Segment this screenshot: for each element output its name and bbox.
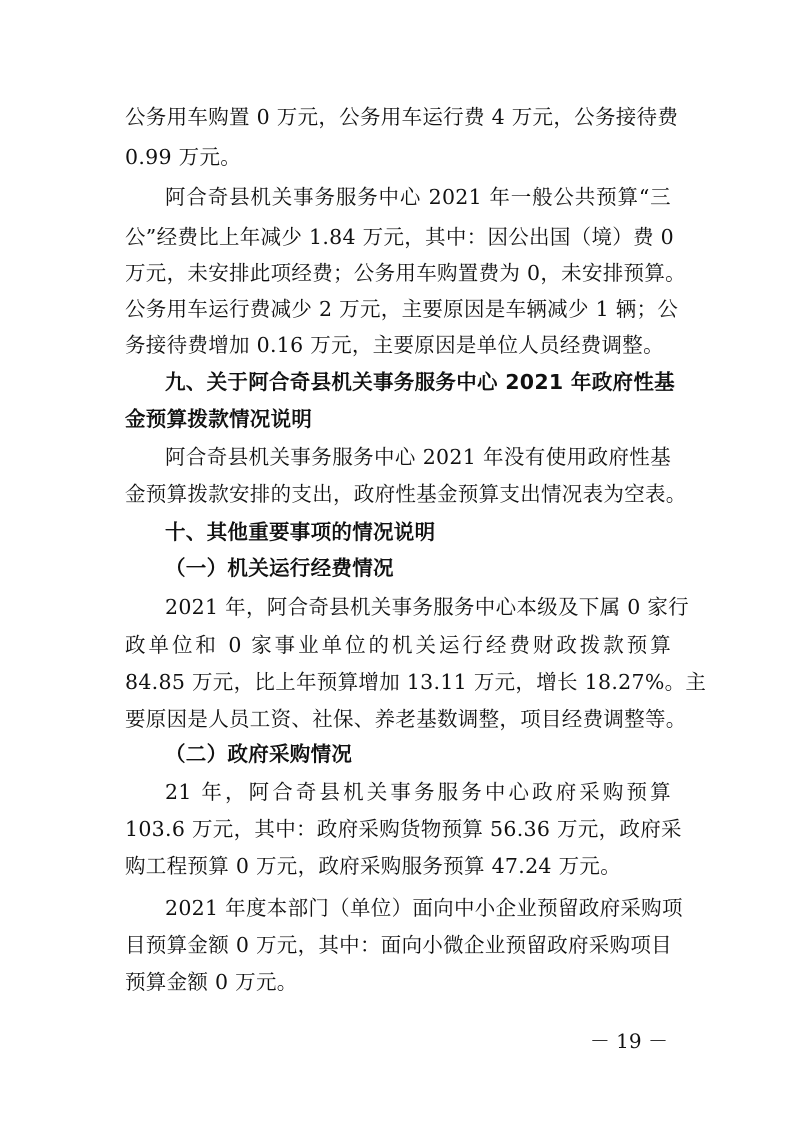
paragraph-line: 目预算金额 0 万元，其中：面向小微企业预留政府采购项目 [125,933,672,957]
page-number: － 19 － [589,1029,668,1053]
paragraph-line: 公务用车运行费减少 2 万元，主要原因是车辆减少 1 辆；公 [125,297,679,321]
paragraph-line: 万元，未安排此项经费；公务用车购置费为 0，未安排预算。 [125,261,686,285]
section-heading-10: 十、其他重要事项的情况说明 [165,520,436,544]
subsection-heading-1: （一）机关运行经费情况 [165,556,394,580]
paragraph-line: 务接待费增加 0.16 万元，主要原因是单位人员经费调整。 [125,333,664,357]
paragraph-line: 公”经费比上年减少 1.84 万元，其中：因公出国（境）费 0 [125,225,675,249]
paragraph-line: 要原因是人员工资、社保、养老基数调整，项目经费调整等。 [125,707,687,731]
paragraph-line: 0.99 万元。 [125,145,242,169]
paragraph-line: 阿合奇县机关事务服务中心 2021 年没有使用政府性基 [165,445,671,469]
paragraph-line: 预算金额 0 万元。 [125,970,298,994]
paragraph-line: 21 年，阿合奇县机关事务服务中心政府采购预算 [165,780,671,804]
paragraph-line: 84.85 万元，比上年预算增加 13.11 万元，增长 18.27%。主 [125,670,707,694]
paragraph-line: 政单位和 0 家事业单位的机关运行经费财政拨款预算 [125,633,671,657]
paragraph-line: 2021 年度本部门（单位）面向中小企业预留政府采购项 [165,896,683,920]
paragraph-line: 公务用车购置 0 万元，公务用车运行费 4 万元，公务接待费 [125,105,679,129]
paragraph-line: 103.6 万元，其中：政府采购货物预算 56.36 万元，政府采 [125,817,682,841]
paragraph-line: 阿合奇县机关事务服务中心 2021 年一般公共预算“三 [165,185,671,209]
paragraph-line: 2021 年，阿合奇县机关事务服务中心本级及下属 0 家行 [165,595,689,619]
paragraph-line: 金预算拨款安排的支出，政府性基金预算支出情况表为空表。 [125,482,687,506]
section-heading-9: 九、关于阿合奇县机关事务服务中心 2021 年政府性基 [165,370,675,394]
section-heading-9-cont: 金预算拨款情况说明 [125,407,313,431]
subsection-heading-2: （二）政府采购情况 [165,742,353,766]
paragraph-line: 购工程预算 0 万元，政府采购服务预算 47.24 万元。 [125,854,621,878]
